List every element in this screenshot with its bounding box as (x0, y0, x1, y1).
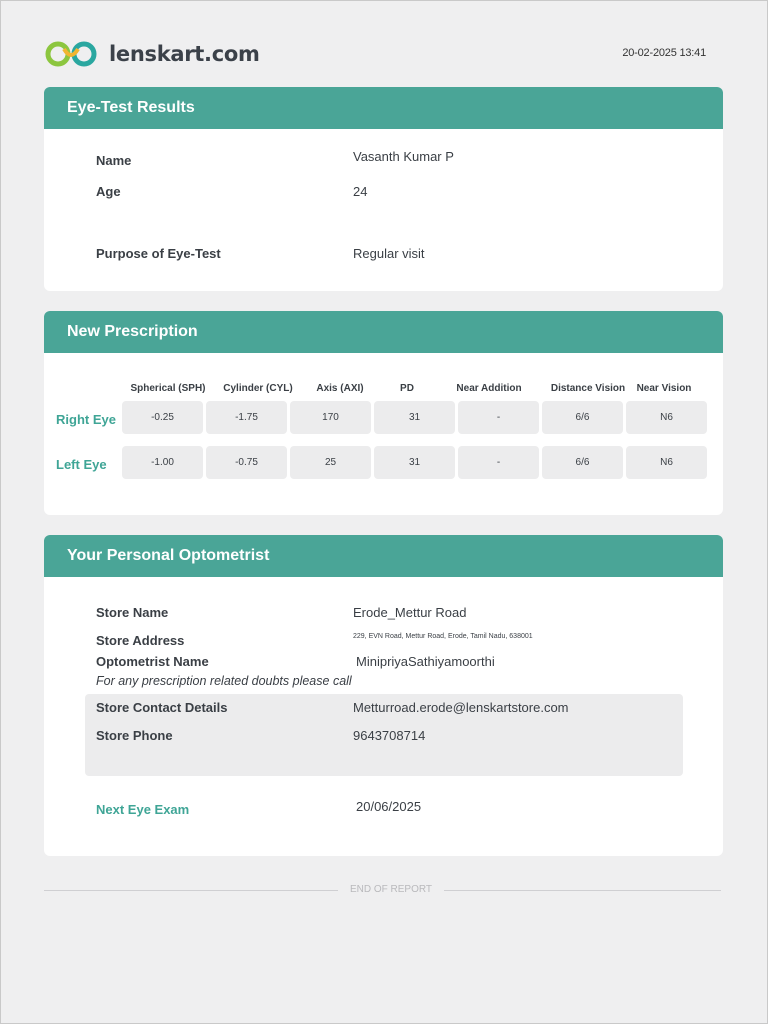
store-phone-label: Store Phone (96, 728, 173, 743)
left-eye-label: Left Eye (56, 457, 107, 472)
purpose-value: Regular visit (353, 246, 425, 261)
left-eye-sph: -1.00 (122, 446, 203, 479)
next-eye-exam-value: 20/06/2025 (356, 799, 422, 814)
footer-divider-left (44, 890, 338, 891)
prescription-title: New Prescription (44, 311, 723, 353)
store-name-label: Store Name (96, 605, 169, 620)
brand-logo (44, 41, 260, 67)
column-header-distance-vision: Distance Vision (550, 383, 626, 394)
right-eye-axis: 170 (290, 401, 371, 434)
left-eye-cyl: -0.75 (206, 446, 287, 479)
optometrist-name-label: Optometrist Name (96, 654, 209, 669)
optometrist-title: Your Personal Optometrist (44, 535, 723, 577)
brand-name: lenskart.com (109, 42, 260, 66)
store-address-value: 229, EVN Road, Mettur Road, Erode, Tamil Nadu, 638001 (353, 633, 533, 640)
optometrist-name-value: MinipriyaSathiyamoorthi (356, 654, 495, 669)
report-timestamp: 20-02-2025 13:41 (622, 47, 706, 59)
store-contact-email[interactable]: Metturroad.erode@lenskartstore.com (353, 700, 569, 715)
right-eye-distance-vision: 6/6 (542, 401, 623, 434)
right-eye-pd: 31 (374, 401, 455, 434)
column-header-near-addition: Near Addition (456, 383, 522, 394)
purpose-label: Purpose of Eye-Test (96, 246, 221, 261)
store-phone-value[interactable]: 9643708714 (353, 728, 426, 743)
left-eye-pd: 31 (374, 446, 455, 479)
eye-test-title: Eye-Test Results (44, 87, 723, 129)
left-eye-near-vision: N6 (626, 446, 707, 479)
age-value: 24 (353, 184, 368, 199)
column-header-near-vision: Near Vision (636, 383, 692, 394)
store-address-label: Store Address (96, 633, 185, 648)
report-header (1, 1, 768, 87)
right-eye-label: Right Eye (56, 412, 116, 427)
age-label: Age (96, 184, 121, 199)
left-eye-near-addition: - (458, 446, 539, 479)
column-header-cyl: Cylinder (CYL) (223, 383, 293, 394)
end-of-report: END OF REPORT (349, 884, 433, 895)
store-name-value: Erode_Mettur Road (353, 605, 467, 620)
prescription-doubts-note: For any prescription related doubts please call (96, 674, 352, 688)
right-eye-near-addition: - (458, 401, 539, 434)
name-label: Name (96, 153, 132, 168)
column-header-pd: PD (400, 383, 414, 394)
store-contact-label: Store Contact Details (96, 700, 228, 715)
name-value: Vasanth Kumar P (353, 149, 454, 164)
column-header-sph: Spherical (SPH) (130, 383, 206, 394)
left-eye-axis: 25 (290, 446, 371, 479)
footer-divider-right (444, 890, 721, 891)
right-eye-cyl: -1.75 (206, 401, 287, 434)
right-eye-near-vision: N6 (626, 401, 707, 434)
right-eye-sph: -0.25 (122, 401, 203, 434)
next-eye-exam-label: Next Eye Exam (96, 802, 190, 817)
left-eye-distance-vision: 6/6 (542, 446, 623, 479)
lenskart-glasses-icon (44, 41, 100, 67)
column-header-axis: Axis (AXI) (316, 383, 364, 394)
